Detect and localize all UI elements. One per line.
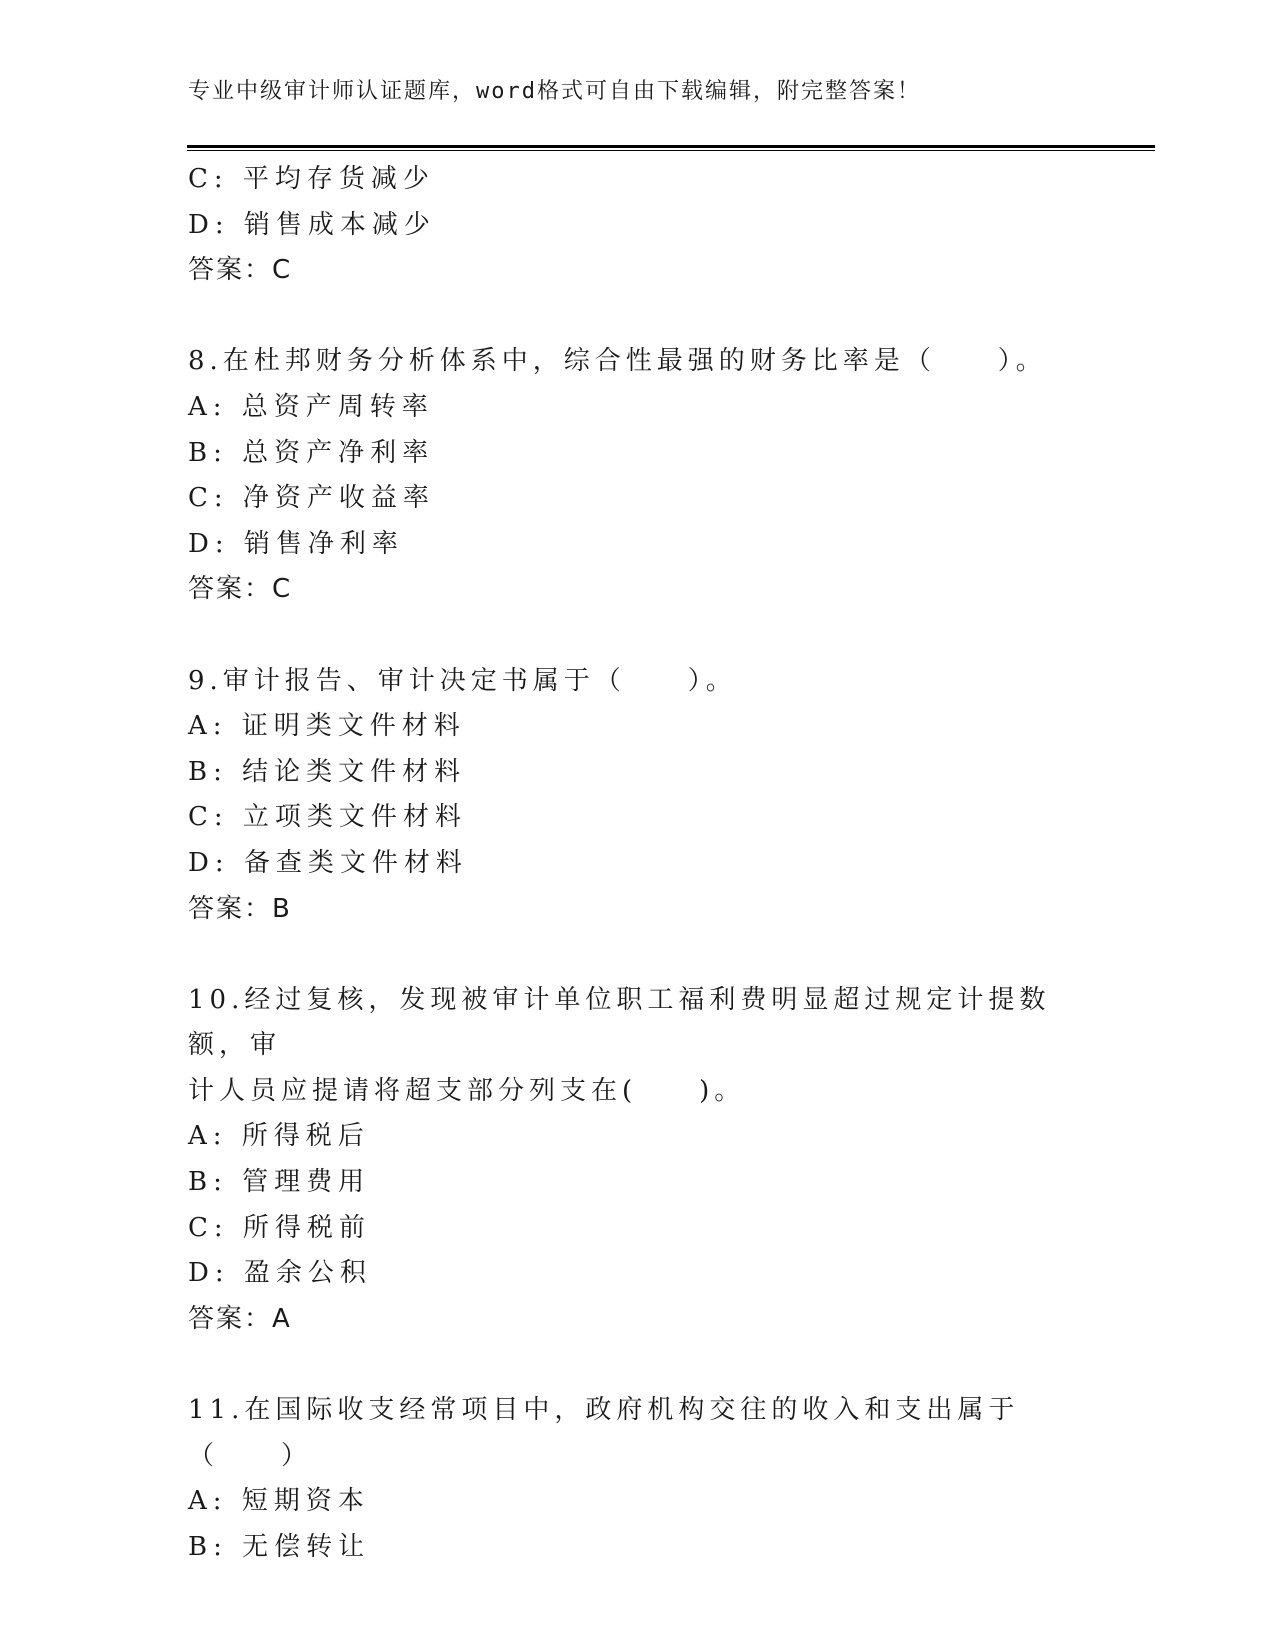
- answer-line: 答案：A: [188, 1303, 292, 1334]
- question-stem-line-2: 计人员应提请将超支部分列支在( )。: [188, 1075, 746, 1106]
- question-8: [188, 339, 1088, 613]
- answer-line: 答案：C: [188, 255, 293, 286]
- question-9: [188, 659, 1088, 933]
- answer-line: 答案：C: [188, 574, 293, 605]
- spacer: [188, 613, 1088, 659]
- option-c: C: 平均存货减少: [188, 164, 435, 194]
- question-7-tail: [188, 157, 1088, 294]
- option-d: D: 备查类文件材料: [188, 847, 468, 878]
- option-b: B: 总资产净利率: [188, 437, 435, 468]
- answer-line: 答案：B: [188, 893, 292, 924]
- option-a: A: 短期资本: [188, 1486, 370, 1517]
- option-c: C: 所得税前: [188, 1212, 371, 1243]
- option-c: C: 净资产收益率: [188, 483, 435, 514]
- question-11: [188, 1388, 1088, 1570]
- page-header: 专业中级审计师认证题库，word格式可自由下载编辑，附完整答案！: [188, 79, 921, 104]
- option-b: B: 无偿转让: [188, 1531, 371, 1562]
- option-d: D: 销售成本减少: [188, 209, 436, 240]
- spacer: [188, 932, 1088, 978]
- question-stem: 8.在杜邦财务分析体系中，综合性最强的财务比率是（ ）。: [188, 346, 1047, 377]
- option-b: B: 结论类文件材料: [188, 756, 467, 787]
- option-d: D: 盈余公积: [188, 1258, 372, 1289]
- spacer: [188, 1342, 1088, 1388]
- option-a: A: 所得税后: [188, 1121, 370, 1152]
- option-d: D: 销售净利率: [188, 528, 404, 559]
- spacer: [188, 294, 1088, 340]
- question-content: [188, 157, 1088, 1570]
- question-10: [188, 978, 1088, 1343]
- option-b: B: 管理费用: [188, 1167, 371, 1198]
- option-a: A: 总资产周转率: [188, 391, 434, 422]
- question-stem: 9.审计报告、审计决定书属于（ ）。: [188, 665, 737, 696]
- option-a: A: 证明类文件材料: [188, 711, 466, 742]
- question-stem: 11.在国际收支经常项目中，政府机构交往的收入和支出属于（ ）: [188, 1395, 1020, 1471]
- option-c: C: 立项类文件材料: [188, 802, 467, 833]
- question-stem-line-1: 10.经过复核，发现被审计单位职工福利费明显超过规定计提数额，审: [188, 984, 1051, 1061]
- header-divider: [187, 145, 1155, 151]
